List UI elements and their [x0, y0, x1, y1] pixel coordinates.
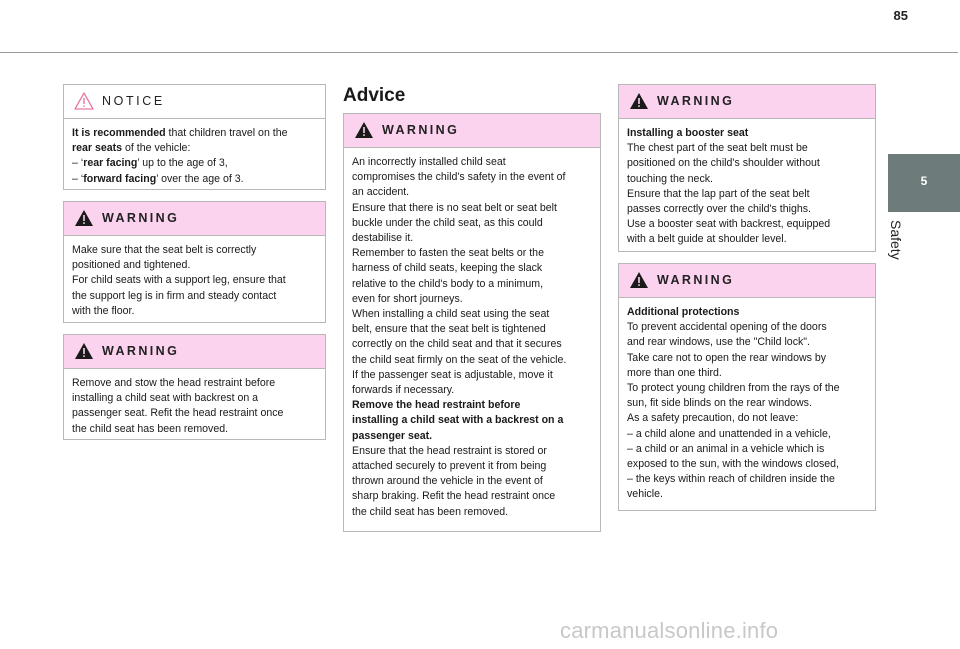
warning-title: WARNING [102, 211, 180, 225]
body-line [627, 126, 867, 141]
text-run: the child seat firmly on the seat of the vehicle. [352, 353, 567, 366]
text-run: positioned on the child's shoulder without [627, 157, 820, 170]
text-run: Ensure that there is no seat belt or seat belt [352, 201, 557, 214]
text-run: passenger seat. Refit the head restraint once [72, 407, 284, 420]
warning-triangle-icon [629, 92, 649, 110]
body-line [352, 383, 592, 398]
text-run: compromises the child's safety in the event of [352, 171, 566, 184]
text-run: that children travel on the [165, 127, 288, 139]
body-line [72, 304, 317, 319]
text-run: Make sure that the seat belt is correctly [72, 244, 257, 256]
text-run: Use a booster seat with backrest, equipped [627, 218, 831, 231]
warning-body [64, 369, 325, 445]
text-run: even for short journeys. [352, 292, 463, 305]
body-line [627, 427, 867, 442]
text-run: Remove and stow the head restraint before [72, 377, 276, 389]
text-run: Ensure that the head restraint is stored or [352, 444, 547, 457]
warning-triangle-icon [629, 271, 649, 289]
body-line [352, 170, 592, 185]
warning-body [344, 148, 600, 528]
chapter-label [884, 216, 914, 276]
bold-text: passenger seat. [352, 429, 433, 442]
text-run: an accident. [352, 186, 410, 199]
body-line [72, 243, 317, 258]
warning-header [619, 264, 875, 298]
notice-box [63, 84, 326, 190]
warning-box-additional-protections [618, 263, 876, 511]
warning-box-head-restraint [63, 334, 326, 440]
text-run: ’ over the age of 3. [156, 172, 244, 185]
text-run: correctly on the child seat and that it secures [352, 338, 562, 351]
body-line [627, 232, 867, 247]
bold-text: forward facing [83, 172, 157, 185]
body-line [352, 216, 592, 231]
text-run: and rear windows, use the "Child lock". [627, 336, 810, 349]
text-run: harness of child seats, keeping the slack [352, 262, 543, 275]
body-line [352, 489, 592, 504]
body-line [72, 126, 317, 141]
text-run: belt, ensure that the seat belt is tightened [352, 323, 546, 336]
bold-text: rear seats [72, 142, 123, 155]
body-line [352, 474, 592, 489]
body-line [72, 391, 317, 406]
body-line [72, 406, 317, 421]
text-run: relative to the child's body to a minimum, [352, 277, 544, 290]
warning-title: WARNING [657, 94, 735, 108]
body-line [352, 231, 592, 246]
text-run: – a child alone and unattended in a vehicle, [627, 427, 831, 440]
body-line [627, 187, 867, 202]
warning-header [619, 85, 875, 119]
body-line [352, 505, 592, 520]
text-run: with a belt guide at shoulder level. [627, 233, 787, 246]
body-line [72, 172, 317, 187]
body-line [352, 368, 592, 383]
notice-body [64, 119, 325, 195]
text-run: passes correctly over the child's thighs. [627, 203, 811, 216]
body-line [627, 305, 867, 320]
chapter-number: 5 [920, 174, 928, 188]
text-run: sharp braking. Refit the head restraint once [352, 490, 556, 503]
body-line [627, 366, 867, 381]
warning-body [64, 236, 325, 327]
body-line [72, 258, 317, 273]
bold-text: rear facing [83, 157, 138, 170]
bold-text: It is recommended [72, 127, 166, 139]
body-line [352, 155, 592, 170]
warning-box-seat-belt [63, 201, 326, 323]
text-run: forwards if necessary. [352, 384, 455, 397]
text-run: touching the neck. [627, 172, 713, 185]
notice-title: NOTICE [102, 94, 165, 108]
text-run: ’ up to the age of 3, [137, 157, 228, 170]
body-line [352, 261, 592, 276]
text-run: – the keys within reach of children inside the [627, 473, 835, 486]
text-run: As a safety precaution, do not leave: [627, 412, 799, 425]
section-title-advice: Advice [343, 85, 406, 106]
text-run: more than one third. [627, 366, 722, 379]
warning-header [64, 335, 325, 369]
chapter-label-text: Safety [888, 220, 904, 260]
body-line [627, 396, 867, 411]
text-run: – a child or an animal in a vehicle which is [627, 442, 825, 455]
text-run: If the passenger seat is adjustable, move it [352, 368, 553, 381]
bold-text: Additional protections [627, 306, 740, 318]
body-line [72, 376, 317, 391]
body-line [72, 156, 317, 171]
text-run: Take care not to open the rear windows by [627, 351, 827, 364]
text-run: To prevent accidental opening of the doors [627, 321, 827, 334]
text-run: Ensure that the lap part of the seat belt [627, 187, 810, 200]
body-line [352, 444, 592, 459]
text-run: An incorrectly installed child seat [352, 156, 506, 168]
body-line [72, 422, 317, 437]
page-number: 85 [893, 8, 908, 23]
text-run: The chest part of the seat belt must be [627, 142, 808, 155]
text-run: For child seats with a support leg, ensure that [72, 274, 286, 287]
body-line [352, 201, 592, 216]
body-line [627, 172, 867, 187]
text-run: sun, fit side blinds on the rear windows. [627, 397, 812, 410]
body-line [352, 185, 592, 200]
body-line [352, 337, 592, 352]
body-line [352, 277, 592, 292]
text-run: attached securely to prevent it from being [352, 460, 547, 473]
text-run: When installing a child seat using the seat [352, 308, 550, 321]
text-run: vehicle. [627, 488, 663, 501]
body-line [627, 156, 867, 171]
body-line [627, 381, 867, 396]
warning-header [64, 202, 325, 236]
body-line [352, 398, 592, 413]
watermark: carmanualsonline.info [560, 618, 779, 643]
text-run: installing a child seat with backrest on a [72, 392, 259, 405]
warning-triangle-icon [74, 209, 94, 227]
body-line [627, 320, 867, 335]
body-line [352, 429, 592, 444]
body-line [627, 351, 867, 366]
warning-title: WARNING [102, 344, 180, 358]
body-line [352, 246, 592, 261]
text-run: the support leg is in firm and steady contact [72, 289, 277, 302]
body-line [627, 457, 867, 472]
body-line [352, 353, 592, 368]
body-line [627, 335, 867, 350]
warning-title: WARNING [382, 123, 460, 137]
text-run: the child seat has been removed. [72, 422, 229, 435]
warning-triangle-icon [74, 342, 94, 360]
warning-title: WARNING [657, 273, 735, 287]
bold-text: installing a child seat with a backrest on a [352, 414, 564, 427]
text-run: Remember to fasten the seat belts or the [352, 247, 544, 260]
text-run: positioned and tightened. [72, 259, 191, 272]
notice-triangle-icon [74, 92, 94, 110]
bold-text: Installing a booster seat [627, 127, 749, 139]
text-run: To protect young children from the rays of the [627, 382, 840, 395]
text-run: exposed to the sun, with the windows closed, [627, 458, 839, 471]
text-run: the child seat has been removed. [352, 505, 509, 518]
text-run: destabilise it. [352, 232, 414, 245]
text-run: with the floor. [72, 304, 135, 317]
body-line [352, 322, 592, 337]
text-run: of the vehicle: [122, 142, 191, 155]
header-divider [0, 52, 958, 53]
body-line [627, 487, 867, 502]
body-line [352, 292, 592, 307]
warning-triangle-icon [354, 121, 374, 139]
body-line [627, 202, 867, 217]
notice-header [64, 85, 325, 119]
text-run: – ‘ [72, 172, 84, 185]
body-line [72, 273, 317, 288]
text-run: buckle under the child seat, as this could [352, 216, 543, 229]
body-line [627, 141, 867, 156]
body-line [352, 413, 592, 428]
body-line [72, 289, 317, 304]
body-line [627, 217, 867, 232]
body-line [72, 141, 317, 156]
body-line [352, 459, 592, 474]
warning-box-booster-seat [618, 84, 876, 252]
text-run: – ‘ [72, 157, 84, 170]
text-run: thrown around the vehicle in the event of [352, 475, 543, 488]
warning-header [344, 114, 600, 148]
bold-text: Remove the head restraint before [352, 399, 521, 412]
chapter-tab[interactable] [888, 154, 960, 212]
body-line [627, 472, 867, 487]
body-line [352, 307, 592, 322]
warning-body [619, 119, 875, 256]
warning-box-child-seat [343, 113, 601, 532]
body-line [627, 411, 867, 426]
body-line [627, 442, 867, 457]
warning-body [619, 298, 875, 511]
